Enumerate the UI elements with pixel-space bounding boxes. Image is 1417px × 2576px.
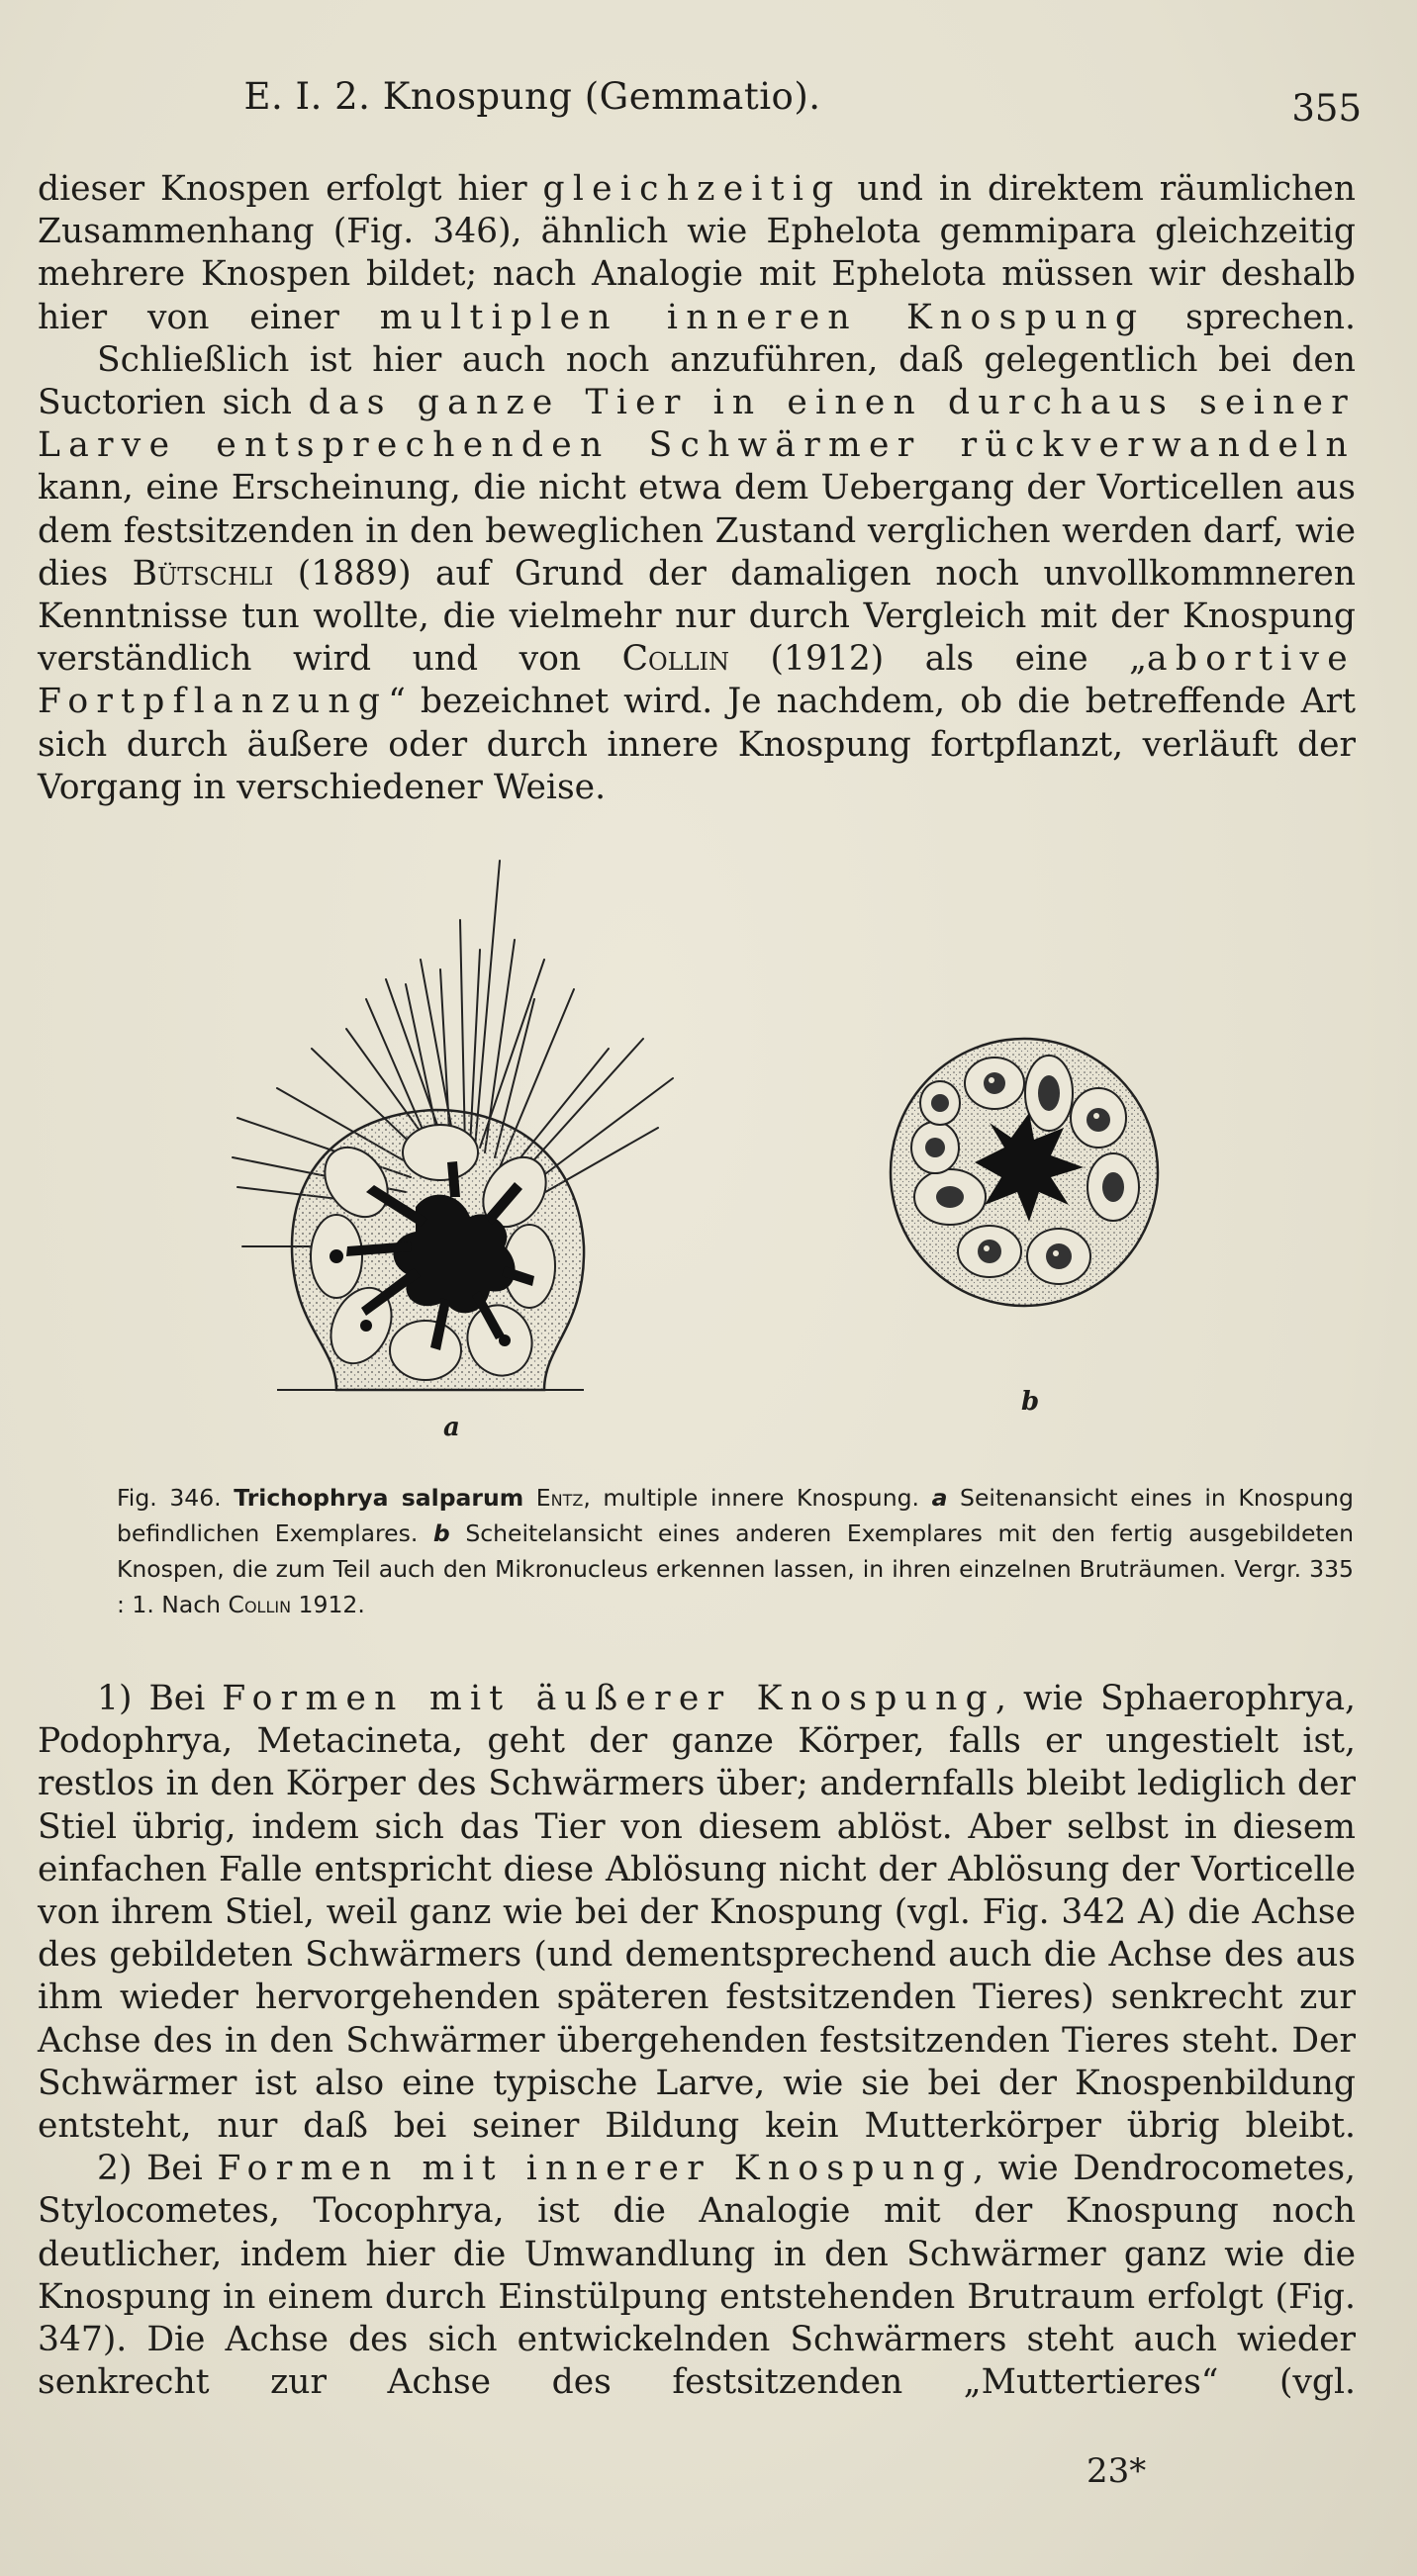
caption-author: Entz — [535, 1484, 584, 1512]
figure-346 — [0, 851, 1417, 1464]
author-name: Collin — [621, 639, 730, 680]
text-run: , wie Sphaerophrya, Podophrya, Metacineta, geht der ganze Körper, falls er ungestielt ist, restlos in den Körper des Schwärmers über; andernfalls bleibt lediglich der Stiel übrig, indem sich das Tier von diesem ablöst. Aber selbst in diesem einfachen Falle entspricht diese Ablösung nicht der Ablösung der Vorticelle von ihrem Stiel, weil ganz wie bei der Knospung (vgl. Fig. 342 A) die Achse des gebildeten Schwärmers (und dementsprechend auch die Achse des aus ihm wieder hervorgehenden späteren festsitzenden Tieres) senkrecht zur Achse des in den Schwärmer übergehenden festsitzenden Tieres steht. Der Schwärmer ist also eine typische Larve, wie sie bei der Knospenbildung entsteht, nur daß bei seiner Bildung kein Mutterkörper übrig bleibt. — [38, 1679, 1357, 2147]
caption-label-b: b — [432, 1519, 450, 1547]
caption-label-a: a — [931, 1484, 948, 1512]
top-text-block — [38, 168, 1356, 809]
text-run: und in direktem räumlichen Zusammenhang (Fig. 346), ähnlich wie Ephelota gemmipara gleichzeitig mehrere Knospen bildet; nach Analogie mit Ephelota müssen wir deshalb hier von einer — [38, 169, 1356, 337]
text-run: “ bezeichnet wird. Je nachdem, ob die betreffende Art sich durch äußere oder durch innere Knospung fortpflanzt, verläuft der Vorgang in verschiedener Weise. — [38, 682, 1356, 807]
caption-species: Trichophrya salparum — [234, 1484, 524, 1512]
caption-source: Collin — [228, 1591, 292, 1618]
caption-figure-number: Fig. 346. — [117, 1484, 222, 1512]
paragraph-2 — [38, 339, 1356, 809]
caption-text: Seitenansicht eines in Knospung befindlichen Exemplares. — [117, 1484, 1354, 1547]
figure-a-illustration — [218, 851, 693, 1405]
spaced-emphasis: Formen mit innerer Knospung — [217, 2149, 974, 2189]
text-run: (1889) auf Grund der damaligen noch unvollkommneren Kenntnisse tun wollte, die vielmehr nur durch Vergleich mit der Knospung verständlich wird und von — [38, 553, 1356, 680]
text-run: dieser Knospen erfolgt hier — [38, 169, 543, 209]
running-title: E. I. 2. Knospung (Gemmatio). — [243, 75, 821, 118]
spaced-emphasis: abortive Fortpflanzung — [38, 639, 1357, 722]
text-run: sprechen. — [1145, 297, 1356, 337]
figure-label-a: a — [443, 1413, 460, 1442]
signature-mark: 23* — [1086, 2451, 1147, 2491]
text-run: Schließlich ist hier auch noch anzuführen, daß gelegentlich bei den Suctorien sich — [38, 339, 1356, 423]
figure-b-illustration — [881, 1029, 1168, 1316]
caption-text: , multiple innere Knospung. — [583, 1484, 919, 1512]
paragraph-4 — [38, 2148, 1356, 2404]
text-run: , wie Dendrocometes, Stylocometes, Tocophrya, ist die Analogie mit der Knospung noch deutlicher, indem hier die Umwandlung in den Schwärmer ganz wie die Knospung in einem durch Einstülpung entstehenden Brutraum erfolgt (Fig. 347). Die Achse des sich entwickelnden Schwärmers steht auch wieder senkrecht zur Achse des festsitzenden „Muttertieres“ (vgl. — [38, 2149, 1357, 2403]
page-number: 355 — [1291, 87, 1362, 130]
caption-text: Scheitelansicht eines anderen Exemplares mit den fertig ausgebildeten Knospen, die zum Teil auch den Mikronucleus erkennen lassen, in ihren einzelnen Bruträumen. Vergr. 335 : 1. Nach — [117, 1519, 1354, 1618]
figure-label-b: b — [1021, 1387, 1040, 1417]
text-run: kann, eine Erscheinung, die nicht etwa dem Uebergang der Vorticellen aus dem festsitzenden in den beweglichen Zustand verglichen werden darf, wie dies — [38, 468, 1356, 594]
spaced-emphasis: multiplen inneren Knospung — [379, 297, 1146, 337]
spaced-emphasis: das ganze Tier in einen durchaus seiner Larve entsprechenden Schwärmer rückverwandeln — [38, 383, 1356, 466]
author-name: Bütschli — [132, 553, 274, 594]
paragraph-1 — [38, 168, 1356, 339]
text-run: 1) Bei — [97, 1679, 223, 1718]
spaced-emphasis: Formen mit äußerer Knospung — [222, 1679, 995, 1718]
bottom-text-block — [38, 1678, 1356, 2404]
running-head — [38, 69, 1362, 130]
text-run: (1912) als eine „ — [729, 639, 1148, 680]
spaced-emphasis: gleichzeitig — [542, 169, 842, 209]
caption-text: 1912. — [291, 1591, 365, 1618]
text-run: 2) Bei — [97, 2149, 218, 2189]
paragraph-3 — [38, 1678, 1356, 2148]
figure-caption — [117, 1480, 1354, 1622]
